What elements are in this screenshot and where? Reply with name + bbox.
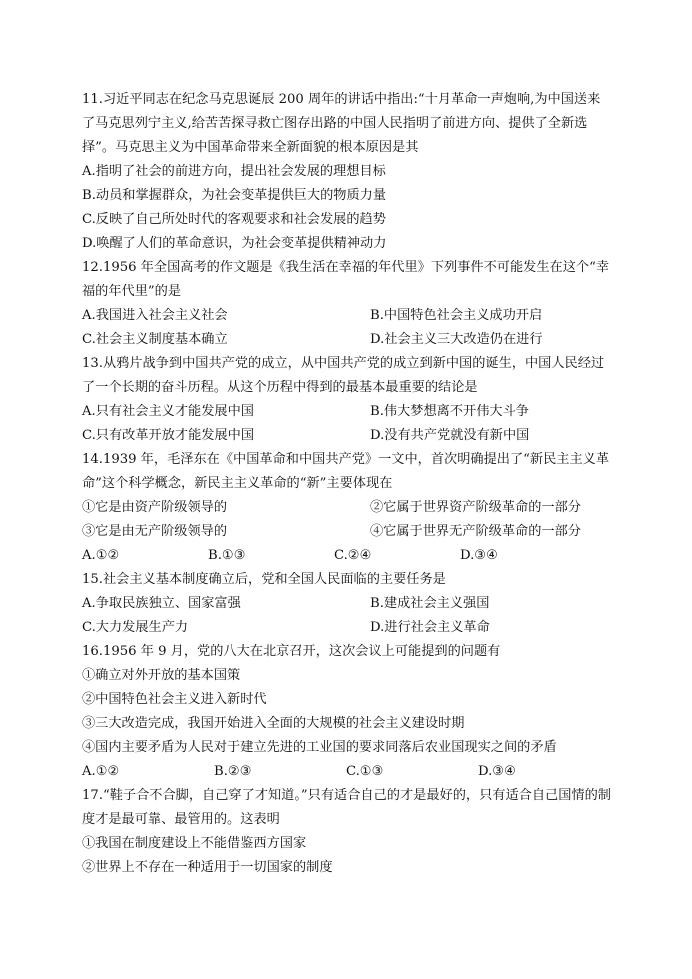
- question-16-option-a: A.①②: [82, 764, 120, 779]
- question-14-statement-4: ④它属于世界无产阶级革命的一部分: [370, 524, 581, 539]
- question-15-options-row-2: [82, 616, 612, 640]
- question-16-statement-2: ②中国特色社会主义进入新时代: [82, 692, 267, 707]
- question-16-option-b: B.②③: [214, 764, 252, 779]
- question-12-option-a: A.我国进入社会主义社会: [82, 308, 228, 323]
- question-13-option-a: A.只有社会主义才能发展中国: [82, 404, 254, 419]
- question-14-option-a: A.①②: [82, 548, 120, 563]
- question-12-option-b: B.中国特色社会主义成功开启: [370, 308, 543, 323]
- question-12-options-row-1: [82, 304, 612, 328]
- question-16-statement-4: ④国内主要矛盾为人民对于建立先进的工业国的要求同落后农业国现实之间的矛盾: [82, 740, 557, 755]
- question-15-option-a: A.争取民族独立、国家富强: [82, 596, 241, 611]
- question-14-statement-3: ③它是由无产阶级领导的: [82, 524, 228, 539]
- question-13-option-c: C.只有改革开放才能发展中国: [82, 428, 255, 443]
- question-14-option-c: C.②④: [334, 548, 372, 563]
- question-13-options-row-2: [82, 424, 612, 448]
- question-14-statement-1: ①它是由资产阶级领导的: [82, 500, 228, 515]
- question-11-option-c: C.反映了自己所处时代的客观要求和社会发展的趋势: [82, 212, 386, 227]
- question-13-options-row-1: [82, 400, 612, 424]
- question-list: [82, 88, 612, 880]
- question-14-statement-2: ②它属于世界资产阶级革命的一部分: [370, 500, 581, 515]
- question-12-option-d: D.社会主义三大改造仍在进行: [370, 332, 543, 347]
- question-11-option-b: B.动员和掌握群众，为社会变革提供巨大的物质力量: [82, 188, 387, 203]
- question-14-options: [82, 544, 612, 568]
- question-16-statement-3: ③三大改造完成，我国开始进入全面的大规模的社会主义建设时期: [82, 716, 465, 731]
- question-17-statement-1: ①我国在制度建设上不能借鉴西方国家: [82, 836, 307, 851]
- question-12-options-row-2: [82, 328, 612, 352]
- question-14-stem: 14.1939 年，毛泽东在《中国革命和中国共产党》一文中，首次明确提出了“新民主主义革命”这个科学概念，新民主主义革命的“新”主要体现在: [82, 452, 610, 491]
- question-15-stem: 15.社会主义基本制度确立后，党和全国人民面临的主要任务是: [82, 572, 446, 587]
- question-13-stem: 13.从鸦片战争到中国共产党的成立，从中国共产党的成立到新中国的诞生，中国人民经过了一个长期的奋斗历程。从这个历程中得到的最基本最重要的结论是: [82, 356, 605, 395]
- question-11-option-d: D.唤醒了人们的革命意识，为社会变革提供精神动力: [82, 236, 387, 251]
- question-16-option-d: D.③④: [478, 764, 516, 779]
- question-11-option-a: A.指明了社会的前进方向，提出社会发展的理想目标: [82, 164, 386, 179]
- question-15-option-d: D.进行社会主义革命: [370, 620, 490, 635]
- question-14-statements-row-2: [82, 520, 612, 544]
- question-16-option-c: C.①③: [346, 764, 384, 779]
- question-15-options-row-1: [82, 592, 612, 616]
- question-14-option-d: D.③④: [460, 548, 498, 563]
- question-17-stem: 17.“鞋子合不合脚，自己穿了才知道。”只有适合自己的才是最好的，只有适合自己国情的制度才是最可靠、最管用的。这表明: [82, 788, 611, 827]
- question-16-options: [82, 760, 612, 784]
- question-13-option-d: D.没有共产党就没有新中国: [370, 428, 530, 443]
- question-15-option-c: C.大力发展生产力: [82, 620, 189, 635]
- question-12-option-c: C.社会主义制度基本确立: [82, 332, 228, 347]
- question-17-statement-2: ②世界上不存在一种适用于一切国家的制度: [82, 860, 333, 875]
- question-15-option-b: B.建成社会主义强国: [370, 596, 490, 611]
- question-13-option-b: B.伟大梦想离不开伟大斗争: [370, 404, 529, 419]
- question-16-statement-1: ①确立对外开放的基本国策: [82, 668, 241, 683]
- question-14-statements-row-1: [82, 496, 612, 520]
- question-12-stem: 12.1956 年全国高考的作文题是《我生活在幸福的年代里》下列事件不可能发生在这个“幸福的年代里”的是: [82, 260, 610, 299]
- question-11-stem: 11.习近平同志在纪念马克思诞辰 200 周年的讲话中指出:“十月革命一声炮响,为中国送来了马克思列宁主义,给苦苦探寻救亡图存出路的中国人民指明了前进方向、提供了全新选择”。马克思主义为中国革命带来全新面貌的根本原因是其: [82, 92, 601, 155]
- question-16-stem: 16.1956 年 9 月，党的八大在北京召开，这次会议上可能提到的问题有: [82, 644, 501, 659]
- question-14-option-b: B.①③: [208, 548, 246, 563]
